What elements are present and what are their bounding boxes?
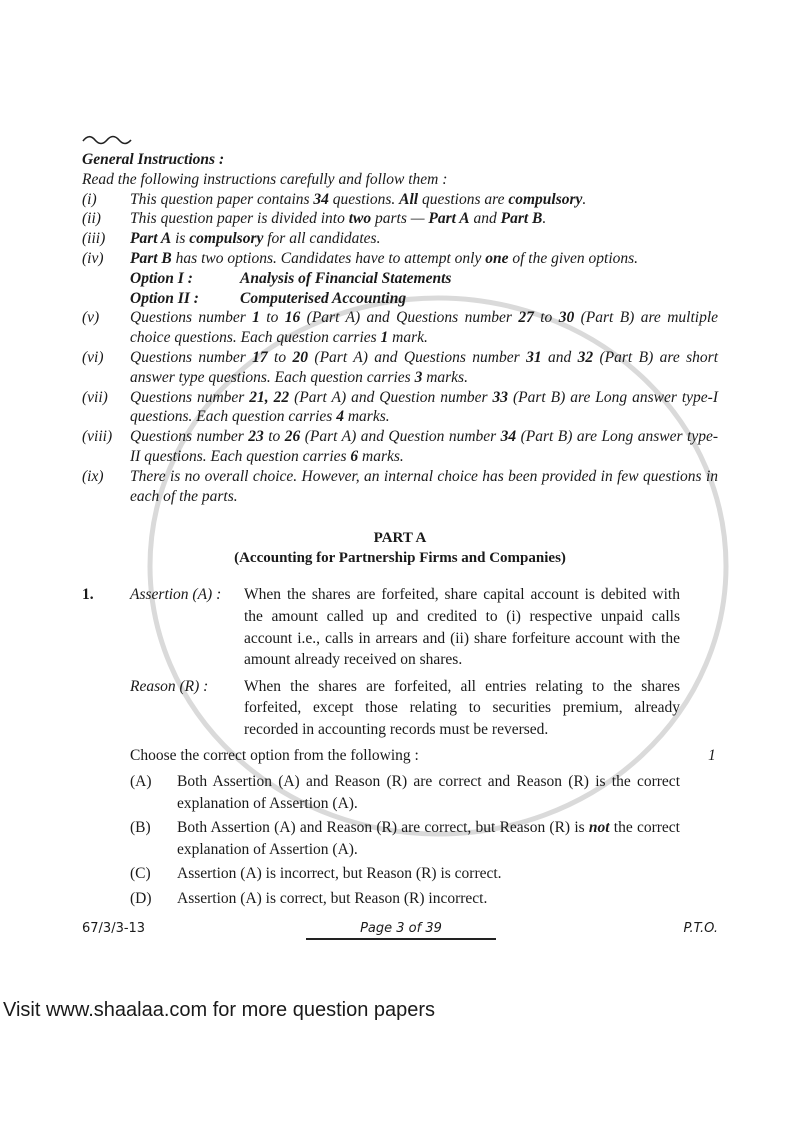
text-segment: (Part A) and Question number	[289, 388, 493, 406]
instruction-item	[82, 427, 718, 467]
instructions-intro: Read the following instructions carefully and follow them :	[82, 170, 448, 188]
text-segment: .	[582, 190, 587, 208]
emphasis-text: 1	[252, 309, 260, 327]
text-segment: and	[469, 210, 501, 228]
reason	[82, 676, 718, 741]
choice-c	[82, 863, 718, 885]
assertion-text: When the shares are forfeited, share capital account is debited with the amount called up and credited to (i) respective unpaid calls account i.e., calls in arrears and (ii) share forfeiture account with the amount already received on shares.	[244, 586, 680, 669]
text-segment: has two options. Candidates have to attempt only	[171, 249, 486, 267]
emphasis-text: two	[348, 210, 372, 228]
general-instructions	[82, 150, 718, 506]
text-segment: the correct explanation of Assertion (A).	[177, 819, 680, 858]
instruction-list	[82, 190, 718, 269]
page-number: Page 3 of 39	[306, 920, 496, 940]
emphasis-text: 26	[284, 428, 301, 446]
reason-text: When the shares are forfeited, all entries relating to the shares forfeited, except those relating to securities premium, already recorded in accounting records must be reversed.	[244, 677, 680, 738]
instruction-item	[82, 229, 718, 249]
item-number: (v)	[82, 309, 100, 327]
instruction-item	[82, 249, 718, 269]
instruction-item	[82, 308, 718, 348]
instruction-item	[82, 190, 718, 210]
emphasis-text: 6	[350, 447, 359, 465]
emphasis-text: 32	[577, 348, 594, 366]
choice-text	[177, 771, 680, 814]
text-segment: (Part B) are Long answer type-I questions. Each question carries	[130, 388, 719, 426]
choice-key: (C)	[130, 865, 151, 883]
question-number: 1.	[82, 586, 94, 604]
text-segment: mark.	[388, 329, 428, 347]
option-key: Option II :	[130, 289, 199, 307]
text-segment: of the given options.	[508, 249, 639, 267]
assertion-label: Assertion (A) :	[130, 586, 222, 604]
question-prompt: Choose the correct option from the following :	[130, 746, 419, 764]
choice-key: (D)	[130, 890, 152, 908]
text-segment: to	[533, 309, 559, 327]
text-segment: Assertion (A) is correct, but Reason (R) incorrect.	[177, 890, 488, 908]
text-segment: (Part A) and Questions number	[300, 309, 519, 327]
text-segment: Questions number	[130, 388, 250, 406]
item-text	[130, 249, 718, 269]
text-segment: Assertion (A) is incorrect, but Reason (R) is correct.	[177, 865, 502, 883]
emphasis-text: 21, 22	[249, 388, 290, 406]
emphasis-text: 23	[248, 428, 264, 446]
instructions-heading: General Instructions :	[82, 151, 225, 168]
text-segment: (Part B) are Long answer type-II questions. Each question carries	[130, 428, 718, 465]
visit-banner: Visit www.shaalaa.com for more question papers	[3, 998, 436, 1021]
spacer	[82, 676, 130, 741]
choice-d	[82, 888, 718, 910]
text-segment: to	[267, 348, 293, 366]
item-number: (i)	[82, 190, 97, 208]
text-segment: (Part A) and Questions number	[308, 348, 527, 366]
item-text	[130, 229, 718, 249]
choice-a	[82, 771, 718, 814]
instruction-item	[82, 388, 718, 428]
emphasis-text: 17	[252, 348, 268, 366]
text-segment: Questions number	[130, 309, 253, 327]
pto-label: P.T.O.	[683, 920, 718, 936]
answer-choices	[82, 771, 718, 910]
text-segment: marks.	[422, 368, 468, 386]
item-number: (iii)	[82, 230, 106, 248]
text-segment: for all candidates.	[263, 230, 381, 248]
option-list	[82, 269, 718, 309]
text-segment: to	[263, 428, 285, 446]
emphasis-text: 3	[414, 368, 423, 386]
text-segment: Both Assertion (A) and Reason (R) are correct and Reason (R) is the correct explanation of Assertion (A).	[177, 773, 680, 812]
emphasis-text: Part A	[428, 210, 470, 228]
paper-code: 67/3/3-13	[82, 920, 146, 936]
emphasis-text: 34	[500, 428, 517, 446]
item-text	[130, 427, 718, 467]
item-number: (vi)	[82, 348, 104, 366]
emphasis-text: 34	[313, 190, 329, 208]
item-text	[130, 348, 718, 388]
part-heading	[82, 528, 718, 568]
text-segment: Both Assertion (A) and Reason (R) are correct, but Reason (R) is	[177, 819, 589, 837]
option-value: Computerised Accounting	[240, 289, 407, 307]
item-text	[130, 467, 718, 507]
emphasis-text: 33	[492, 388, 509, 406]
text-segment: (Part B) are multiple choice questions. Each question carries	[130, 309, 719, 347]
squiggle-ornament	[82, 132, 136, 146]
item-text	[130, 190, 718, 210]
instruction-item	[82, 209, 718, 229]
emphasis-text: 16	[284, 309, 301, 327]
question-1	[82, 584, 718, 909]
choice-text	[177, 888, 680, 910]
text-segment: This question paper contains	[130, 190, 314, 208]
instruction-list-continued	[82, 308, 718, 506]
text-segment: and	[541, 348, 578, 366]
emphasis-text: not	[588, 819, 610, 837]
emphasis-text: compulsory	[189, 230, 264, 248]
text-segment: is	[171, 230, 190, 248]
emphasis-text: 4	[336, 408, 344, 426]
text-segment: (Part A) and Question number	[300, 428, 501, 446]
text-segment: marks.	[343, 408, 390, 426]
emphasis-text: Part A	[130, 230, 172, 248]
choice-text	[177, 863, 680, 885]
item-text	[130, 388, 718, 428]
page-footer	[82, 920, 718, 940]
text-segment: Questions number	[130, 348, 253, 366]
instruction-item	[82, 467, 718, 507]
item-number: (ii)	[82, 210, 101, 228]
option-item	[130, 289, 718, 309]
part-title: PART A	[373, 530, 427, 547]
emphasis-text: Part B	[500, 210, 543, 228]
emphasis-text: Part B	[130, 249, 172, 267]
text-segment: parts —	[371, 210, 429, 228]
item-text	[130, 209, 718, 229]
instruction-item	[82, 348, 718, 388]
part-subtitle: (Accounting for Partnership Firms and Companies)	[234, 550, 566, 567]
emphasis-text: one	[485, 249, 509, 267]
text-segment: marks.	[358, 447, 404, 465]
text-segment: to	[259, 309, 285, 327]
reason-label: Reason (R) :	[130, 677, 209, 695]
choice-b	[82, 817, 718, 860]
emphasis-text: All	[399, 190, 419, 208]
question-prompt-row	[82, 745, 718, 767]
item-number: (viii)	[82, 428, 113, 446]
item-number: (ix)	[82, 467, 104, 485]
option-key: Option I :	[130, 269, 193, 287]
text-segment: This question paper is divided into	[130, 210, 349, 228]
text-segment: There is no overall choice. However, an internal choice has been provided in few questions in each of the parts.	[130, 467, 718, 505]
option-item	[130, 269, 718, 289]
emphasis-text: 27	[518, 309, 534, 327]
text-segment: questions are	[418, 190, 509, 208]
choice-key: (A)	[130, 773, 152, 791]
emphasis-text: 30	[558, 309, 575, 327]
emphasis-text: 20	[292, 348, 309, 366]
text-segment: Questions number	[130, 428, 249, 446]
emphasis-text: 1	[380, 329, 389, 347]
text-segment: questions.	[328, 190, 400, 208]
emphasis-text: 31	[526, 348, 542, 366]
question-marks: 1	[708, 746, 716, 764]
option-value: Analysis of Financial Statements	[240, 269, 452, 287]
text-segment: .	[542, 210, 547, 228]
emphasis-text: compulsory	[508, 190, 583, 208]
item-text	[130, 308, 718, 348]
item-number: (vii)	[82, 388, 108, 406]
assertion	[82, 584, 718, 670]
choice-key: (B)	[130, 819, 151, 837]
text-segment: (Part B) are short answer type questions. Each question carries	[130, 348, 718, 386]
item-number: (iv)	[82, 249, 104, 267]
choice-text	[177, 817, 680, 860]
